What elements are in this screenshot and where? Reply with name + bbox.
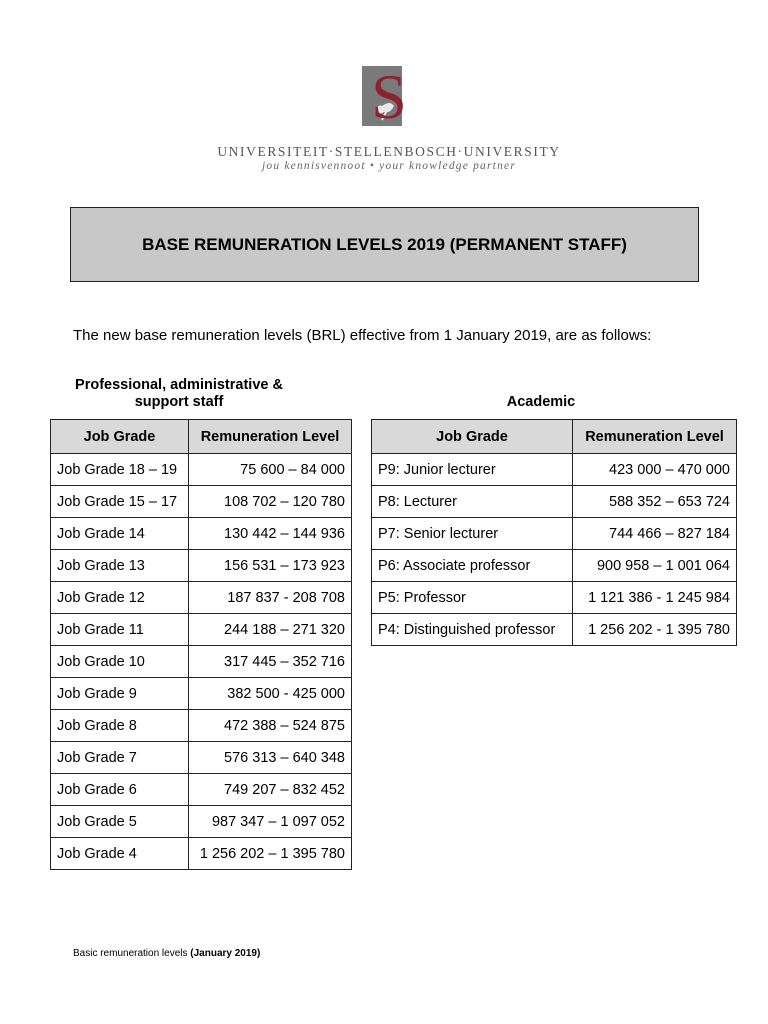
remuneration-cell: 987 347 – 1 097 052 <box>189 806 352 838</box>
job-grade-cell: P8: Lecturer <box>372 486 573 518</box>
table-row <box>372 582 737 614</box>
table-row <box>51 614 352 646</box>
table-row <box>372 486 737 518</box>
professional-heading: Professional, administrative & support staff <box>75 377 283 410</box>
document-title: BASE REMUNERATION LEVELS 2019 (PERMANENT STAFF) <box>142 234 627 254</box>
intro-text: The new base remuneration levels (BRL) effective from 1 January 2019, are as follows: <box>73 327 652 344</box>
job-grade-cell: P6: Associate professor <box>372 550 573 582</box>
remuneration-cell: 75 600 – 84 000 <box>189 454 352 486</box>
document-title-box <box>70 207 699 282</box>
job-grade-cell: Job Grade 7 <box>51 742 189 774</box>
column-header-job-grade: Job Grade <box>51 420 189 454</box>
table-row <box>372 518 737 550</box>
remuneration-cell: 156 531 – 173 923 <box>189 550 352 582</box>
job-grade-cell: Job Grade 11 <box>51 614 189 646</box>
professional-table <box>50 419 352 870</box>
university-tagline: jou kennisvennoot • your knowledge partner <box>261 160 517 172</box>
job-grade-cell: P7: Senior lecturer <box>372 518 573 550</box>
job-grade-cell: P5: Professor <box>372 582 573 614</box>
table-row <box>51 678 352 710</box>
university-logo <box>362 66 416 128</box>
column-header-job-grade: Job Grade <box>372 420 573 454</box>
remuneration-cell: 423 000 – 470 000 <box>573 454 737 486</box>
remuneration-cell: 576 313 – 640 348 <box>189 742 352 774</box>
table-row <box>51 582 352 614</box>
footer <box>73 948 260 959</box>
table-header-row <box>372 420 737 454</box>
job-grade-cell: Job Grade 13 <box>51 550 189 582</box>
table-header-row <box>51 420 352 454</box>
remuneration-cell: 382 500 - 425 000 <box>189 678 352 710</box>
table-row <box>51 710 352 742</box>
table-row <box>51 838 352 870</box>
remuneration-cell: 1 121 386 - 1 245 984 <box>573 582 737 614</box>
table-row <box>372 614 737 646</box>
job-grade-cell: P9: Junior lecturer <box>372 454 573 486</box>
remuneration-cell: 244 188 – 271 320 <box>189 614 352 646</box>
svg-text:S: S <box>371 66 407 128</box>
university-name: UNIVERSITEIT·STELLENBOSCH·UNIVERSITY <box>217 144 561 159</box>
job-grade-cell: Job Grade 10 <box>51 646 189 678</box>
remuneration-cell: 317 445 – 352 716 <box>189 646 352 678</box>
remuneration-cell: 1 256 202 – 1 395 780 <box>189 838 352 870</box>
column-header-remuneration-level: Remuneration Level <box>573 420 737 454</box>
academic-table <box>371 419 737 646</box>
job-grade-cell: Job Grade 8 <box>51 710 189 742</box>
academic-heading: Academic <box>506 394 576 410</box>
remuneration-cell: 472 388 – 524 875 <box>189 710 352 742</box>
table-row <box>51 742 352 774</box>
job-grade-cell: P4: Distinguished professor <box>372 614 573 646</box>
column-header-remuneration-level: Remuneration Level <box>189 420 352 454</box>
job-grade-cell: Job Grade 9 <box>51 678 189 710</box>
footer-date: (January 2019) <box>190 948 261 959</box>
remuneration-cell: 187 837 - 208 708 <box>189 582 352 614</box>
table-row <box>51 806 352 838</box>
job-grade-cell: Job Grade 4 <box>51 838 189 870</box>
table-row <box>51 550 352 582</box>
table-row <box>51 486 352 518</box>
table-row <box>372 454 737 486</box>
remuneration-cell: 130 442 – 144 936 <box>189 518 352 550</box>
job-grade-cell: Job Grade 14 <box>51 518 189 550</box>
job-grade-cell: Job Grade 12 <box>51 582 189 614</box>
job-grade-cell: Job Grade 18 – 19 <box>51 454 189 486</box>
remuneration-cell: 749 207 – 832 452 <box>189 774 352 806</box>
job-grade-cell: Job Grade 15 – 17 <box>51 486 189 518</box>
remuneration-cell: 108 702 – 120 780 <box>189 486 352 518</box>
table-row <box>51 646 352 678</box>
table-row <box>51 518 352 550</box>
remuneration-cell: 588 352 – 653 724 <box>573 486 737 518</box>
table-row <box>372 550 737 582</box>
job-grade-cell: Job Grade 5 <box>51 806 189 838</box>
footer-text: Basic remuneration levels <box>73 948 188 959</box>
remuneration-cell: 900 958 – 1 001 064 <box>573 550 737 582</box>
table-row <box>51 774 352 806</box>
table-row <box>51 454 352 486</box>
remuneration-cell: 1 256 202 - 1 395 780 <box>573 614 737 646</box>
job-grade-cell: Job Grade 6 <box>51 774 189 806</box>
remuneration-cell: 744 466 – 827 184 <box>573 518 737 550</box>
